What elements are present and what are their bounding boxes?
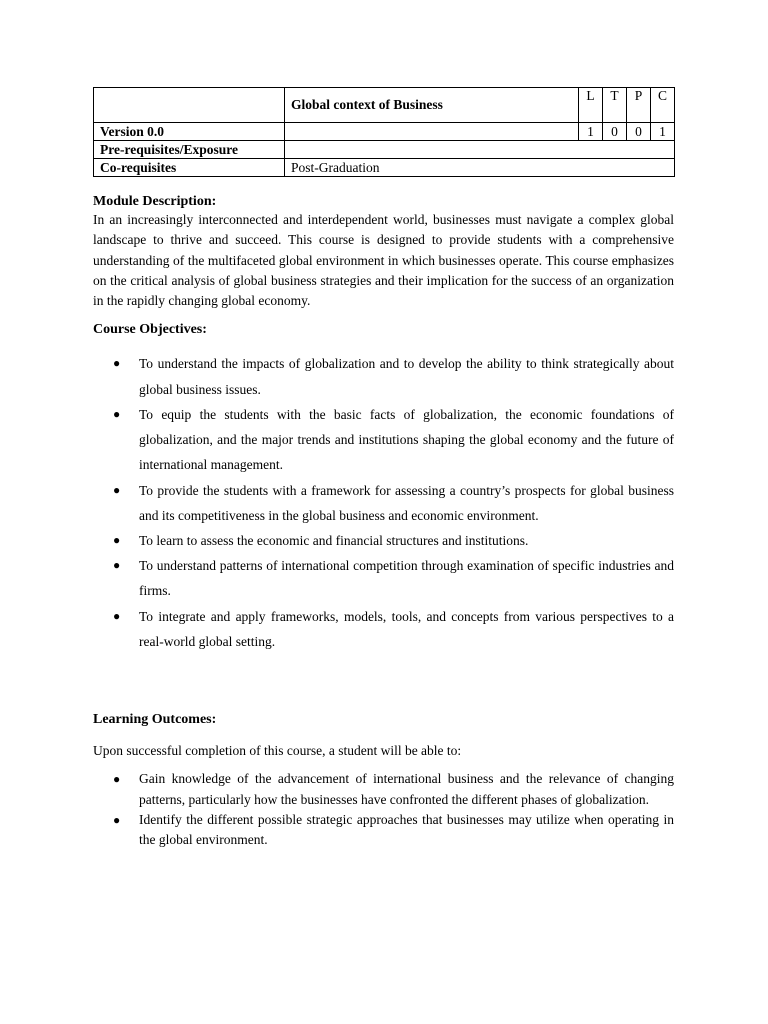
ltpc-value-p: 0 [627, 123, 651, 141]
list-item: ● To equip the students with the basic facts of globalization, the economic foundations of globalization, and the major trends and institutions shaping the global economy and the future of international management. [93, 402, 674, 478]
empty-cell [94, 88, 285, 123]
version-label: Version 0.0 [94, 123, 285, 141]
bullet-icon: ● [113, 532, 121, 547]
list-item: ● To understand patterns of international competition through examination of specific industries and firms. [93, 553, 674, 603]
bullet-icon: ● [113, 406, 121, 421]
course-title: Global context of Business [285, 88, 579, 123]
course-objectives-list [93, 351, 674, 653]
bullet-icon: ● [113, 482, 121, 497]
ltpc-value-c: 1 [651, 123, 675, 141]
list-item: ● Identify the different possible strategic approaches that businesses may utilize when operating in the global environment. [113, 811, 674, 848]
list-item: ● To understand the impacts of globalization and to develop the ability to think strategically about global business issues. [93, 351, 674, 401]
version-value [285, 123, 579, 141]
list-item: ● To learn to assess the economic and financial structures and institutions. [93, 528, 674, 553]
bullet-icon: ● [113, 608, 121, 623]
coreq-label: Co-requisites [94, 159, 285, 177]
coreq-value: Post-Graduation [285, 159, 675, 177]
list-item: ● To provide the students with a framework for assessing a country’s prospects for global business and its competitiveness in the global business and economic environment. [93, 478, 674, 528]
bullet-icon: ● [113, 356, 121, 371]
learning-outcomes-heading: Learning Outcomes: [93, 711, 217, 727]
module-description-heading: Module Description: [93, 194, 217, 209]
bullet-icon: ● [113, 558, 121, 573]
prereq-label: Pre-requisites/Exposure [94, 141, 285, 159]
learning-outcomes-list [93, 769, 674, 850]
learning-outcomes-intro: Upon successful completion of this course, a student will be able to: [93, 742, 462, 758]
bullet-icon: ● [113, 772, 121, 787]
module-description-text: In an increasingly interconnected and interdependent world, businesses must navigate a complex global landscape to thrive and succeed. This course is designed to provide students with a comprehensive understanding of the multifaceted global environment in which businesses operate. This course emphasizes on the critical analysis of global business strategies and their implication for the success of an organization in the rapidly changing global economy. [93, 212, 674, 309]
ltpc-label-c: C [651, 88, 675, 123]
list-item: ● Gain knowledge of the advancement of international business and the relevance of changing patterns, particularly how the businesses have confronted the different phases of globalization. [113, 771, 674, 807]
ltpc-label-t: T [603, 88, 627, 123]
bullet-icon: ● [113, 812, 121, 827]
syllabus-page [93, 87, 674, 850]
ltpc-value-t: 0 [603, 123, 627, 141]
course-header-table [93, 87, 675, 177]
ltpc-label-l: L [579, 88, 603, 123]
course-objectives-heading: Course Objectives: [93, 322, 207, 338]
list-item: ● To integrate and apply frameworks, models, tools, and concepts from various perspectives to a real-world global setting. [93, 604, 674, 654]
ltpc-label-p: P [627, 88, 651, 123]
ltpc-value-l: 1 [579, 123, 603, 141]
prereq-value [285, 141, 675, 159]
